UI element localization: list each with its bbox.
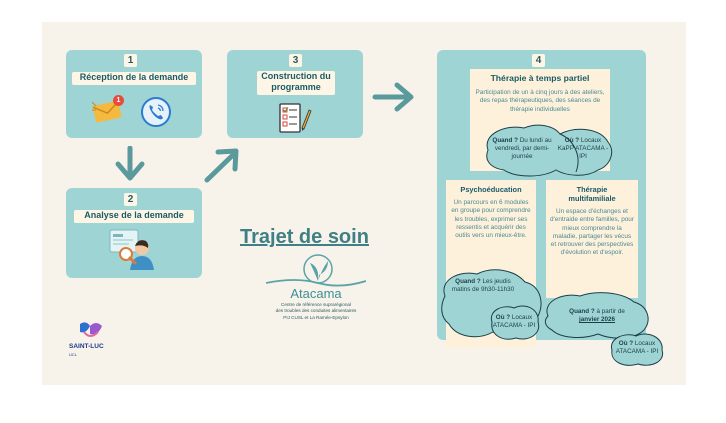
multifamily-heading: Thérapie multifamiliale — [568, 185, 616, 203]
step-4-number: 4 — [532, 54, 545, 67]
atacama-subtitle-3: PIJ CUSL et La Ramée-Epsylon — [283, 315, 349, 320]
arrow-diagonal-icon — [202, 146, 242, 184]
magnifier-person-icon — [108, 226, 156, 274]
psychoeducation-when-label: Quand ? — [455, 278, 481, 285]
multifamily-where-label: Où ? — [618, 340, 634, 347]
arrow-right-icon — [372, 80, 416, 114]
psychoeducation-when — [448, 278, 518, 294]
arrow-down-icon — [113, 146, 147, 182]
part-time-when-text: Du lundi au vendredi, par demi-journée — [494, 137, 552, 160]
part-time-description: Participation de un à cinq jours à des ateliers, des repas thérapeutiques, des séances de thérapie individuelles — [475, 89, 605, 113]
psychoeducation-heading: Psychoéducation — [460, 185, 522, 194]
step-2-label: Analyse de la demande — [74, 210, 194, 223]
page-title: Trajet de soin — [240, 226, 369, 248]
atacama-subtitle-2: des troubles des conduites alimentaires — [275, 308, 357, 313]
step-1-label: Réception de la demande — [72, 72, 196, 85]
part-time-when-label: Quand ? — [492, 137, 518, 144]
multifamily-where-text: Locaux ATACAMA - IPI — [615, 340, 659, 355]
psychoeducation-where-text: Locaux ATACAMA - IPI — [492, 314, 536, 329]
saint-luc-logo-icon — [76, 320, 104, 342]
step-3-number: 3 — [289, 54, 302, 67]
step-3-label: Construction du programme — [257, 71, 335, 95]
checklist-icon — [278, 102, 312, 134]
psychoeducation-where — [490, 314, 538, 330]
notification-badge: 1 — [113, 95, 124, 106]
atacama-name: Atacama — [290, 286, 342, 301]
step-1-number: 1 — [124, 54, 137, 67]
saint-luc-name: SAINT-LUC — [69, 343, 104, 350]
psychoeducation-where-label: Où ? — [495, 314, 511, 321]
multifamily-when-text: à partir de — [596, 308, 625, 315]
multifamily-where — [610, 340, 664, 356]
phone-icon — [140, 96, 172, 128]
saint-luc-sub: UCL — [69, 352, 78, 357]
part-time-heading: Thérapie à temps partiel — [490, 73, 590, 83]
part-time-when — [490, 137, 554, 161]
multifamily-description: Un espace d'échanges et d'entraide entre familles, pour mieux comprendre la maladie, partager les vécus et retrouver des perspectives d'évolution et d'espoir. — [550, 208, 634, 257]
multifamily-when-date: janvier 2026 — [578, 316, 616, 323]
part-time-where-text: Locaux KaPP ATACAMA - IPI — [557, 137, 609, 160]
part-time-where-label: Où ? — [564, 137, 580, 144]
step-2-number: 2 — [124, 193, 137, 206]
atacama-subtitle-1: Centre de référence suprarégional — [281, 302, 351, 307]
multifamily-when-label: Quand ? — [569, 308, 595, 315]
psychoeducation-when-text: Les jeudis matins de 9h30-11h30 — [451, 278, 515, 293]
psychoeducation-description: Un parcours en 6 modules en groupe pour comprendre les troubles, exprimer ses ressentis et acquérir des outils vers un mieux-être. — [451, 199, 531, 240]
part-time-where — [556, 137, 610, 161]
multifamily-when — [556, 308, 638, 324]
